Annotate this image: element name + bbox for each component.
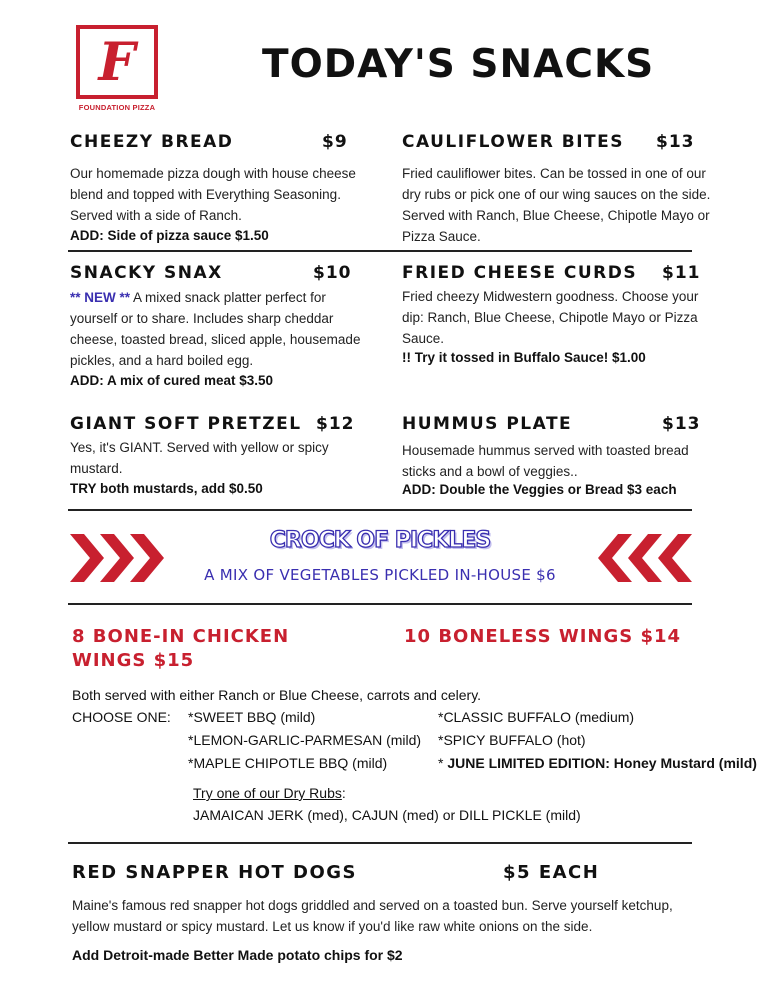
cheezy-bread-description: Our homemade pizza dough with house cheese blend and topped with Everything Seasoning. Served with a side of Ranch. (70, 166, 356, 223)
snacky-snax-description: ** NEW ** A mixed snack platter perfect for yourself or to share. Includes sharp cheddar cheese, toasted bread, sliced apple, housemade pickles, and a hard boiled egg. (70, 290, 361, 368)
hot-dogs-title: RED SNAPPER HOT DOGS (72, 862, 358, 883)
cauliflower-title: CAULIFLOWER BITES (402, 132, 624, 152)
hummus-title: HUMMUS PLATE (402, 414, 573, 434)
sauce-list-right: *CLASSIC BUFFALO (medium) *SPICY BUFFALO (hot) * JUNE LIMITED EDITION: Honey Mustard (mild) (438, 709, 757, 771)
cheezy-bread-title: CHEEZY BREAD (70, 132, 234, 152)
cauliflower-price: $13 (656, 132, 695, 152)
divider (68, 250, 692, 252)
pretzel-title: GIANT SOFT PRETZEL (70, 414, 302, 434)
boneless-wings-title: 10 BONELESS WINGS $14 (404, 626, 682, 647)
choose-one-label: CHOOSE ONE: (72, 709, 171, 725)
right-chevrons-icon (70, 534, 166, 582)
pickles-title: CROCK OF PICKLES (269, 528, 491, 553)
logo-text: FOUNDATION PIZZA (78, 103, 156, 112)
hot-dogs-description: Maine's famous red snapper hot dogs griddled and served on a toasted bun. Serve yourself ketchup, yellow mustard or spicy mustard. Let us know if you'd like raw white onions on the side. (72, 898, 673, 934)
hummus-description: Housemade hummus served with toasted bread sticks and a bowl of veggies.. (402, 443, 689, 479)
pretzel-description: Yes, it's GIANT. Served with yellow or spicy mustard. (70, 440, 329, 476)
limited-edition-sauce: JUNE LIMITED EDITION: Honey Mustard (mild) (447, 755, 757, 771)
hot-dogs-addon: Add Detroit-made Better Made potato chips for $2 (72, 947, 403, 963)
divider (68, 509, 692, 511)
bone-in-wings-title: 8 BONE-IN CHICKEN WINGS $15 (72, 626, 290, 671)
snacky-snax-addon: ADD: A mix of cured meat $3.50 (70, 373, 274, 388)
divider (68, 842, 692, 844)
wings-served-with: Both served with either Ranch or Blue Cheese, carrots and celery. (72, 687, 482, 703)
cheezy-bread-price: $9 (322, 132, 348, 152)
hummus-addon: ADD: Double the Veggies or Bread $3 each (402, 482, 677, 497)
page-title: TODAY'S SNACKS (262, 42, 655, 87)
cauliflower-description: Fried cauliflower bites. Can be tossed in one of our dry rubs or pick one of our wing sauces on the side. Served with Ranch, Blue Cheese, Chipotle Mayo or Pizza Sauce. (402, 166, 711, 244)
snacky-snax-title: SNACKY SNAX (70, 263, 223, 283)
dry-rubs-heading: Try one of our Dry Rubs: (193, 785, 346, 801)
pretzel-price: $12 (316, 414, 355, 434)
cheese-curds-description: Fried cheezy Midwestern goodness. Choose your dip: Ranch, Blue Cheese, Chipotle Mayo or Pizza Sauce. (402, 289, 699, 346)
logo-letter: F (98, 32, 136, 93)
cheese-curds-addon: !! Try it tossed in Buffalo Sauce! $1.00 (402, 350, 646, 365)
dry-rubs-list: JAMAICAN JERK (med), CAJUN (med) or DILL PICKLE (mild) (193, 807, 581, 823)
hummus-price: $13 (662, 414, 701, 434)
pickles-subtitle: A MIX OF VEGETABLES PICKLED IN-HOUSE $6 (204, 566, 556, 584)
hot-dogs-price: $5 EACH (503, 862, 600, 883)
sauce-list-left: *SWEET BBQ (mild) *LEMON-GARLIC-PARMESAN (mild) *MAPLE CHIPOTLE BBQ (mild) (188, 709, 422, 771)
left-chevrons-icon (596, 534, 692, 582)
cheese-curds-price: $11 (662, 263, 701, 283)
new-badge: ** NEW ** (70, 290, 131, 305)
divider (68, 603, 692, 605)
cheezy-bread-addon: ADD: Side of pizza sauce $1.50 (70, 228, 269, 243)
cheese-curds-title: FRIED CHEESE CURDS (402, 263, 638, 283)
pretzel-addon: TRY both mustards, add $0.50 (70, 481, 263, 496)
logo (76, 25, 158, 99)
snacky-snax-price: $10 (313, 263, 352, 283)
